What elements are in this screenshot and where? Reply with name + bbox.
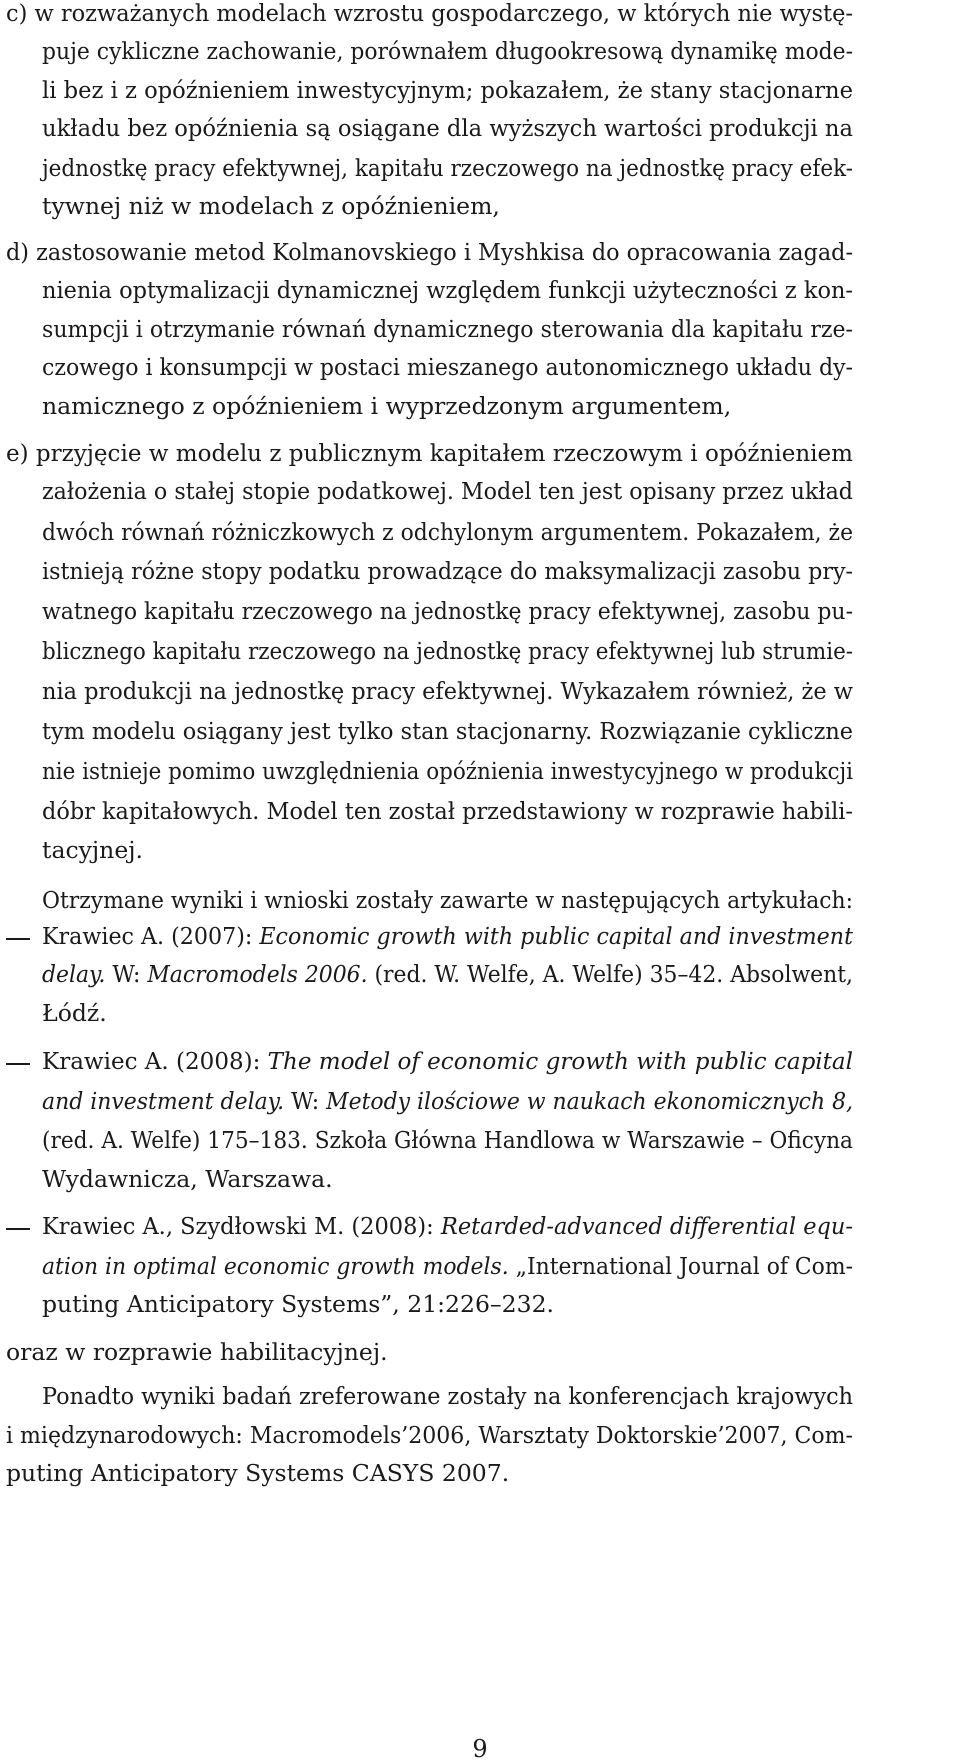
habil-line: oraz w rozprawie habilitacyjnej. bbox=[6, 1338, 388, 1366]
item-c-line: jednostkę pracy efektywnej, kapitału rzeczowego na jednostkę pracy efek- bbox=[42, 154, 853, 182]
ref-2-line: Krawiec A. (2008): The model of economic growth with public capital bbox=[42, 1047, 853, 1075]
item-d-line: namicznego z opóźnieniem i wyprzedzonym argumentem, bbox=[42, 392, 732, 420]
item-e-line: watnego kapitału rzeczowego na jednostkę pracy efektywnej, zasobu pu- bbox=[42, 597, 853, 625]
item-d-line: nienia optymalizacji dynamicznej względem funkcji użyteczności z kon- bbox=[42, 276, 853, 304]
item-c-line: li bez i z opóźnieniem inwestycyjnym; pokazałem, że stany stacjonarne bbox=[42, 76, 853, 104]
reference-dash bbox=[6, 1228, 30, 1230]
conferences-line: puting Anticipatory Systems CASYS 2007. bbox=[6, 1459, 510, 1487]
item-e-line: dwóch równań różniczkowych z odchylonym argumentem. Pokazałem, że bbox=[42, 518, 853, 546]
item-e-line: tym modelu osiągany jest tylko stan stacjonarny. Rozwiązanie cykliczne bbox=[42, 717, 853, 745]
item-d-line: sumpcji i otrzymanie równań dynamicznego sterowania dla kapitału rze- bbox=[42, 315, 853, 343]
item-c-line: puje cykliczne zachowanie, porównałem długookresową dynamikę mode- bbox=[42, 37, 853, 65]
ref-1-line: Łódź. bbox=[42, 999, 107, 1027]
reference-dash bbox=[6, 938, 30, 940]
item-e-line: e) przyjęcie w modelu z publicznym kapitałem rzeczowym i opóźnieniem bbox=[6, 439, 853, 467]
ref-2-line: and investment delay. W: Metody ilościowe w naukach ekonomicznych 8, bbox=[42, 1087, 853, 1115]
ref-1-line: Krawiec A. (2007): Economic growth with public capital and investment bbox=[42, 922, 853, 950]
item-d-line: czowego i konsumpcji w postaci mieszanego autonomicznego układu dy- bbox=[42, 353, 853, 381]
item-e-line: założenia o stałej stopie podatkowej. Model ten jest opisany przez układ bbox=[42, 477, 853, 505]
item-c-line: tywnej niż w modelach z opóźnieniem, bbox=[42, 192, 500, 220]
conferences-line: i międzynarodowych: Macromodels’2006, Warsztaty Doktorskie’2007, Com- bbox=[6, 1421, 853, 1449]
item-e-line: istnieją różne stopy podatku prowadzące do maksymalizacji zasobu pry- bbox=[42, 557, 853, 585]
intro-line: Otrzymane wyniki i wnioski zostały zawarte w następujących artykułach: bbox=[42, 886, 853, 914]
item-d-line: d) zastosowanie metod Kolmanovskiego i Myshkisa do opracowania zagad- bbox=[6, 238, 853, 266]
ref-3-line: ation in optimal economic growth models. „International Journal of Com- bbox=[42, 1252, 853, 1280]
item-c-line: układu bez opóźnienia są osiągane dla wyższych wartości produkcji na bbox=[42, 114, 853, 142]
ref-1-line: delay. W: Macromodels 2006. (red. W. Welfe, A. Welfe) 35–42. Absolwent, bbox=[42, 960, 853, 988]
reference-dash bbox=[6, 1063, 30, 1065]
item-e-line: nia produkcji na jednostkę pracy efektywnej. Wykazałem również, że w bbox=[42, 677, 853, 705]
ref-2-line: Wydawnicza, Warszawa. bbox=[42, 1165, 333, 1193]
ref-3-line: puting Anticipatory Systems”, 21:226–232. bbox=[42, 1290, 554, 1318]
item-e-line: blicznego kapitału rzeczowego na jednostkę pracy efektywnej lub strumie- bbox=[42, 637, 853, 665]
item-e-line: nie istnieje pomimo uwzględnienia opóźnienia inwestycyjnego w produkcji bbox=[42, 757, 853, 785]
ref-2-line: (red. A. Welfe) 175–183. Szkoła Główna Handlowa w Warszawie – Oficyna bbox=[42, 1126, 853, 1154]
item-e-line: dóbr kapitałowych. Model ten został przedstawiony w rozprawie habili- bbox=[42, 797, 853, 825]
conferences-line: Ponadto wyniki badań zreferowane zostały na konferencjach krajowych bbox=[42, 1382, 853, 1410]
item-c-line: c) w rozważanych modelach wzrostu gospodarczego, w których nie wystę- bbox=[6, 0, 853, 27]
item-e-line: tacyjnej. bbox=[42, 836, 143, 864]
page-number: 9 bbox=[472, 1735, 488, 1763]
ref-3-line: Krawiec A., Szydłowski M. (2008): Retarded-advanced differential equ- bbox=[42, 1212, 853, 1240]
